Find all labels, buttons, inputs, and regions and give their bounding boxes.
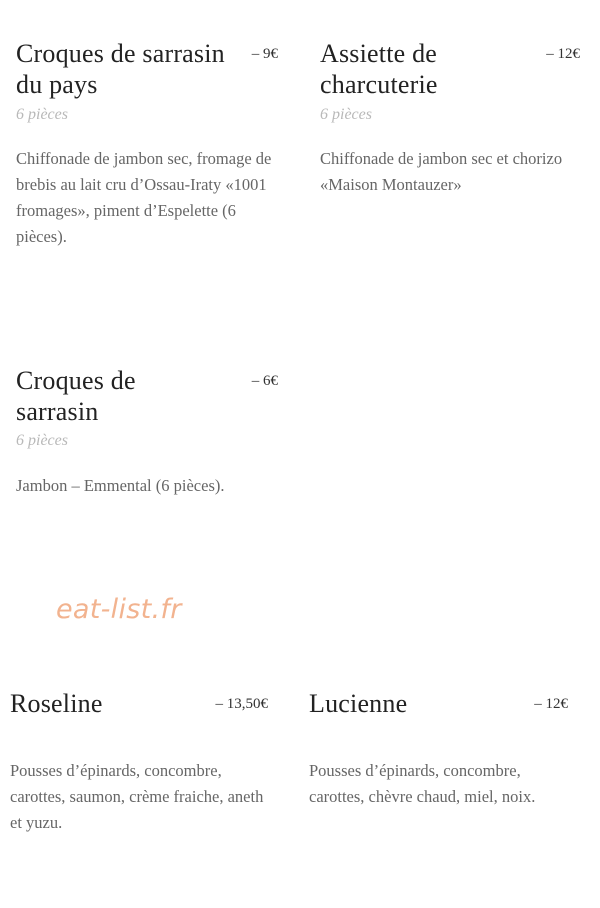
item-price: – 13,50€ bbox=[215, 696, 268, 712]
item-description: Jambon – Emmental (6 pièces). bbox=[16, 476, 225, 495]
item-price: – 9€ bbox=[251, 46, 278, 62]
item-name: Croques de sarrasin bbox=[16, 366, 136, 426]
menu-item-assiette-charcuterie bbox=[320, 38, 580, 218]
item-quantity: 6 pièces bbox=[320, 106, 372, 123]
item-price: – 6€ bbox=[251, 373, 278, 389]
menu-item-croques-sarrasin bbox=[16, 365, 278, 505]
item-price: – 12€ bbox=[534, 696, 568, 712]
item-price: – 12€ bbox=[546, 46, 580, 62]
item-description: Chiffonade de jambon sec et chorizo «Maison Montauzer» bbox=[320, 149, 563, 194]
item-description: Pousses d’épinards, concombre, carottes, chèvre chaud, miel, noix. bbox=[309, 761, 536, 806]
item-name: Lucienne bbox=[309, 689, 408, 718]
item-quantity: 6 pièces bbox=[16, 106, 68, 123]
menu-item-croques-sarrasin-pays bbox=[16, 38, 278, 278]
item-description: Chiffonade de jambon sec, fromage de brebis au lait cru d’Ossau-Iraty «1001 fromages», piment d’Espelette (6 pièces). bbox=[16, 149, 272, 246]
watermark-text: eat-list.fr bbox=[56, 594, 182, 625]
menu-item-lucienne bbox=[309, 688, 568, 848]
item-quantity: 6 pièces bbox=[16, 432, 68, 449]
menu-item-roseline bbox=[10, 688, 268, 848]
item-name: Assiette de charcuterie bbox=[320, 39, 438, 99]
item-description: Pousses d’épinards, concombre, carottes, saumon, crème fraiche, aneth et yuzu. bbox=[10, 761, 264, 832]
item-name: Croques de sarrasin du pays bbox=[16, 39, 225, 99]
item-name: Roseline bbox=[10, 689, 103, 718]
